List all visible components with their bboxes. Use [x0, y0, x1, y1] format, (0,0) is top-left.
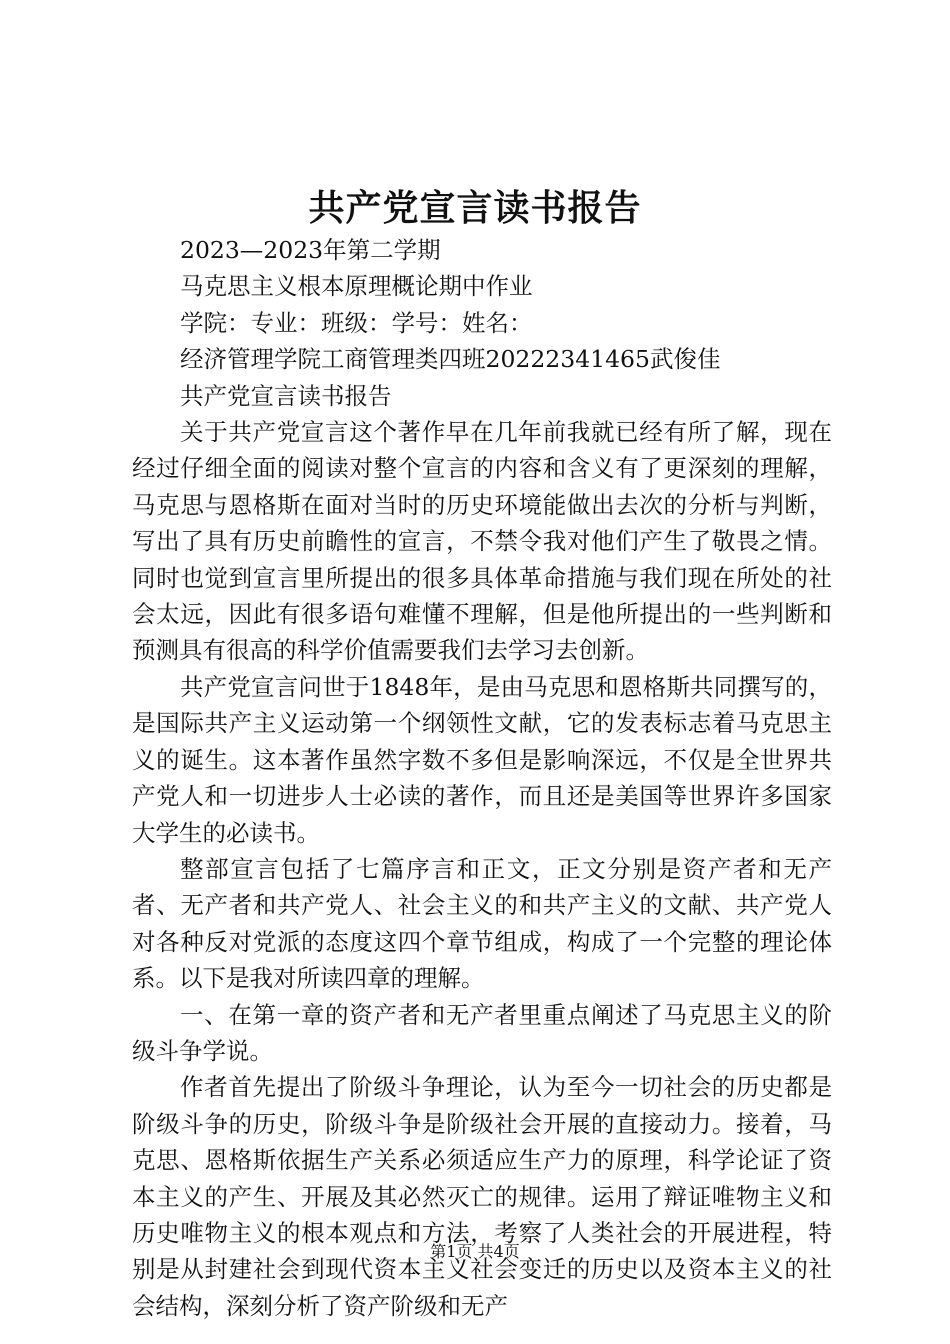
semester-line: 2023—2023年第二学期 — [180, 236, 441, 264]
report-subtitle: 共产党宣言读书报告 — [180, 381, 392, 410]
paragraph: 关于共产党宣言这个著作早在几年前我就已经有所了解，现在经过仔细全面的阅读对整个宣言的内容和含义有了更深刻的理解，马克思与恩格斯在面对当时的历史环境能做出去次的分析与判断，写出了具有历史前瞻性的宣言，不禁令我对他们产生了敬畏之情。同时也觉到宣言里所提出的很多具体革命措施与我们现在所处的社会太远，因此有很多语句难懂不理解，但是他所提出的一些判断和预测具有很高的科学价值需要我们去学习去创新。 — [132, 418, 832, 665]
page-footer: 第1页 共4页 — [430, 1242, 520, 1261]
paragraph: 共产党宣言问世于1848年，是由马克思和恩格斯共同撰写的，是国际共产主义运动第一个纲领性文献，它的发表标志着马克思主义的诞生。这本著作虽然字数不多但是影响深远，不仅是全世界共产党人和一切进步人士必读的著作，而且还是美国等世界许多国家大学生的必读书。 — [132, 672, 832, 847]
document-body — [132, 232, 832, 1324]
student-info-labels: 学院：专业：班级：学号：姓名： — [180, 308, 533, 337]
student-info-values: 经济管理学院工商管理类四班20222341465武俊佳 — [180, 345, 721, 374]
course-line: 马克思主义根本原理概论期中作业 — [180, 272, 533, 301]
document-title: 共产党宣言读书报告 — [308, 187, 642, 229]
paragraph: 一、在第一章的资产者和无产者里重点阐述了马克思主义的阶级斗争学说。 — [132, 1000, 832, 1065]
paragraph: 作者首先提出了阶级斗争理论，认为至今一切社会的历史都是阶级斗争的历史，阶级斗争是阶级社会开展的直接动力。接着，马克思、恩格斯依据生产关系必须适应生产力的原理，科学论证了资本主义的产生、开展及其必然灭亡的规律。运用了辩证唯物主义和历史唯物主义的根本观点和方法，考察了人类社会的开展进程，特别是从封建社会到现代资本主义社会变迁的历史以及资本主义的社会结构，深刻分析了资产阶级和无产 — [132, 1073, 832, 1320]
paragraph: 整部宣言包括了七篇序言和正文，正文分别是资产者和无产者、无产者和共产党人、社会主义的和共产主义的文献、共产党人对各种反对党派的态度这四个章节组成，构成了一个完整的理论体系。以下是我对所读四章的理解。 — [132, 854, 832, 993]
